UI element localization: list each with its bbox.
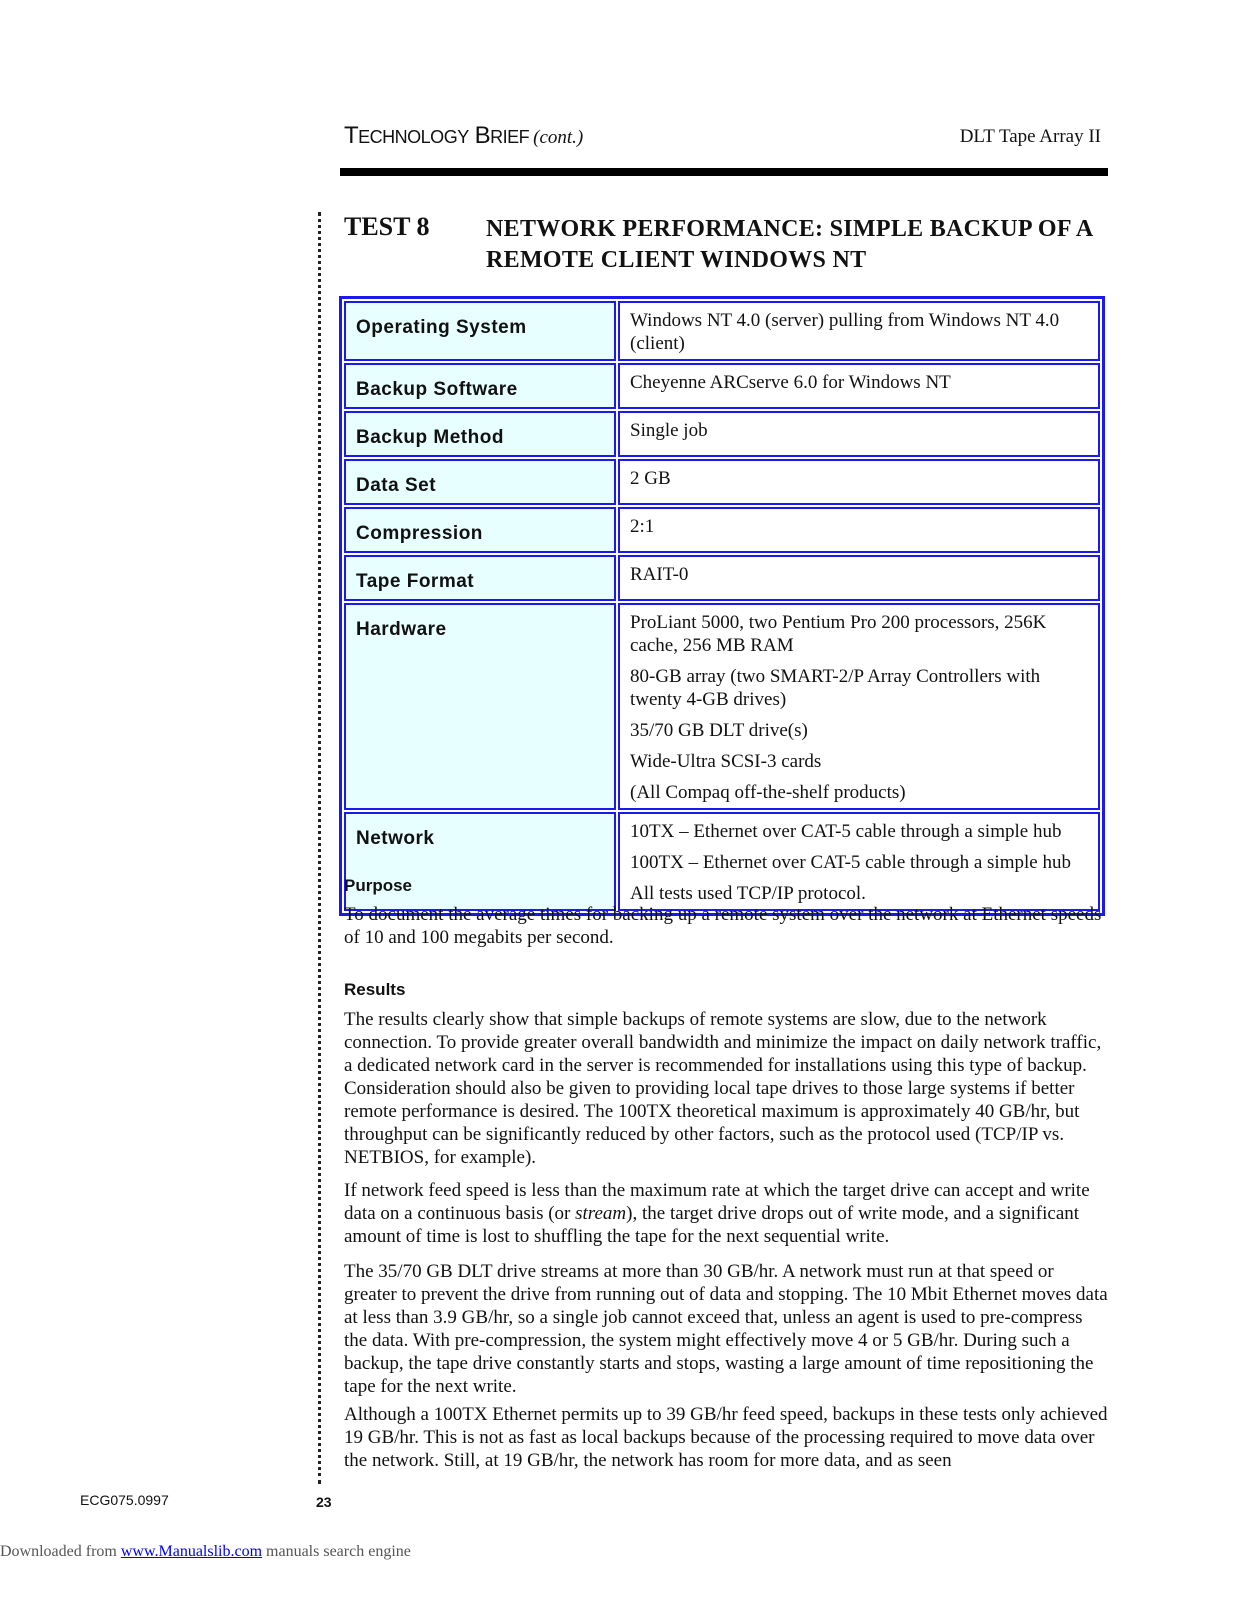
- spec-value-line: Windows NT 4.0 (server) pulling from Windows NT 4.0 (client): [630, 310, 1060, 354]
- purpose-text: To document the average times for backing up a remote system over the network at Ethernet speeds of 10 and 100 megabits per second.: [344, 904, 1102, 948]
- spec-row: [344, 411, 1100, 457]
- header-title-t: T: [344, 122, 359, 149]
- spec-label: Backup Software: [344, 363, 616, 409]
- spec-value-line: 35/70 GB DLT drive(s): [630, 720, 808, 741]
- manualslib-link[interactable]: www.Manualslib.com: [120, 1543, 263, 1560]
- spec-row: [344, 301, 1100, 361]
- spec-value-line: Single job: [630, 420, 708, 441]
- spec-row: [344, 555, 1100, 601]
- spec-value-line: 80-GB array (two SMART-2/P Array Controllers with twenty 4-GB drives): [630, 666, 1041, 710]
- spec-value: [618, 363, 1100, 409]
- results-p2-emphasis: stream: [575, 1203, 627, 1224]
- margin-dotted-line: [318, 212, 321, 1484]
- spec-value-line: Cheyenne ARCserve 6.0 for Windows NT: [630, 372, 951, 393]
- spec-row: [344, 507, 1100, 553]
- spec-label: Data Set: [344, 459, 616, 505]
- header-title-b: B: [474, 122, 491, 149]
- spec-value: [618, 411, 1100, 457]
- results-p2-text-a: If network feed speed is less than the maximum rate at which the target drive can accept and write data on a continuous basis (or: [344, 1180, 1090, 1224]
- spec-value: [618, 301, 1100, 361]
- results-p2-text-b: ), the target drive drops out of write mode, and a significant amount of time is lost to shuffling the tape for the next sequential write.: [344, 1203, 1080, 1247]
- spec-label: Backup Method: [344, 411, 616, 457]
- spec-value-line: 100TX – Ethernet over CAT-5 cable through a simple hub: [630, 852, 1071, 873]
- test-spec-table: [339, 296, 1105, 916]
- download-suffix: manuals search engine: [262, 1543, 411, 1560]
- spec-row: [344, 459, 1100, 505]
- test-title-line1: NETWORK PERFORMANCE: SIMPLE BACKUP OF A: [486, 216, 1094, 242]
- spec-label: Operating System: [344, 301, 616, 361]
- spec-value-line: 2 GB: [630, 468, 671, 489]
- test-title-line2: REMOTE CLIENT WINDOWS NT: [486, 247, 867, 273]
- header-title-echnology: ECHNOLOGY: [358, 127, 469, 147]
- document-code: ECG075.0997: [80, 1492, 169, 1508]
- test-title: [486, 214, 1094, 276]
- header-cont: (cont.): [533, 127, 584, 148]
- spec-value-line: Wide-Ultra SCSI-3 cards: [630, 751, 822, 772]
- header-title-rief: RIEF: [490, 127, 530, 147]
- spec-value-line: All tests used TCP/IP protocol.: [630, 883, 866, 904]
- spec-row: [344, 812, 1100, 911]
- spec-value-line: 10TX – Ethernet over CAT-5 cable through a simple hub: [630, 821, 1062, 842]
- test-label: TEST 8: [344, 212, 430, 241]
- spec-label: Tape Format: [344, 555, 616, 601]
- header-rule: [340, 168, 1108, 176]
- results-paragraph-1: The results clearly show that simple backups of remote systems are slow, due to the network connection. To provide greater overall bandwidth and minimize the impact on daily network traffic, a dedicated network card in the server is recommended for installations using this type of backup. Consideration should also be given to providing local tape drives to those large systems if better remote performance is desired. The 100TX theoretical maximum is approximately 40 GB/hr, but throughput can be significantly reduced by other factors, such as the protocol used (TCP/IP vs. NETBIOS, for example).: [344, 1009, 1102, 1168]
- spec-value: [618, 459, 1100, 505]
- download-prefix: Downloaded from: [0, 1543, 121, 1560]
- spec-value: [618, 603, 1100, 810]
- spec-label: Compression: [344, 507, 616, 553]
- running-header-product: DLT Tape Array II: [959, 126, 1101, 147]
- page-number: 23: [316, 1494, 332, 1510]
- results-heading: Results: [344, 980, 406, 999]
- spec-label: Network: [344, 812, 616, 911]
- results-paragraph-4: Although a 100TX Ethernet permits up to 39 GB/hr feed speed, backups in these tests only achieved 19 GB/hr. This is not as fast as local backups because of the processing required to move data over the network. Still, at 19 GB/hr, the network has room for more data, and as seen: [344, 1404, 1108, 1471]
- spec-value: [618, 812, 1100, 911]
- spec-value-line: 2:1: [630, 516, 655, 537]
- results-paragraph-3: The 35/70 GB DLT drive streams at more than 30 GB/hr. A network must run at that speed or greater to prevent the drive from running out of data and stopping. The 10 Mbit Ethernet moves data at less than 3.9 GB/hr, so a single job cannot exceed that, unless an agent is used to pre-compress the data. With pre-compression, the system might effectively move 4 or 5 GB/hr. During such a backup, the tape drive constantly starts and stops, wasting a large amount of time repositioning the tape for the next write.: [344, 1261, 1108, 1397]
- purpose-heading: Purpose: [344, 876, 413, 895]
- spec-label: Hardware: [344, 603, 616, 810]
- spec-value-line: ProLiant 5000, two Pentium Pro 200 processors, 256K cache, 256 MB RAM: [630, 612, 1047, 656]
- running-header-title: [344, 122, 583, 150]
- download-notice: [0, 1543, 411, 1561]
- results-paragraph-2: [344, 1179, 1108, 1248]
- spec-row: [344, 603, 1100, 810]
- spec-value-line: (All Compaq off-the-shelf products): [630, 782, 906, 803]
- spec-value-line: RAIT-0: [630, 564, 689, 585]
- spec-row: [344, 363, 1100, 409]
- spec-value: [618, 507, 1100, 553]
- spec-value: [618, 555, 1100, 601]
